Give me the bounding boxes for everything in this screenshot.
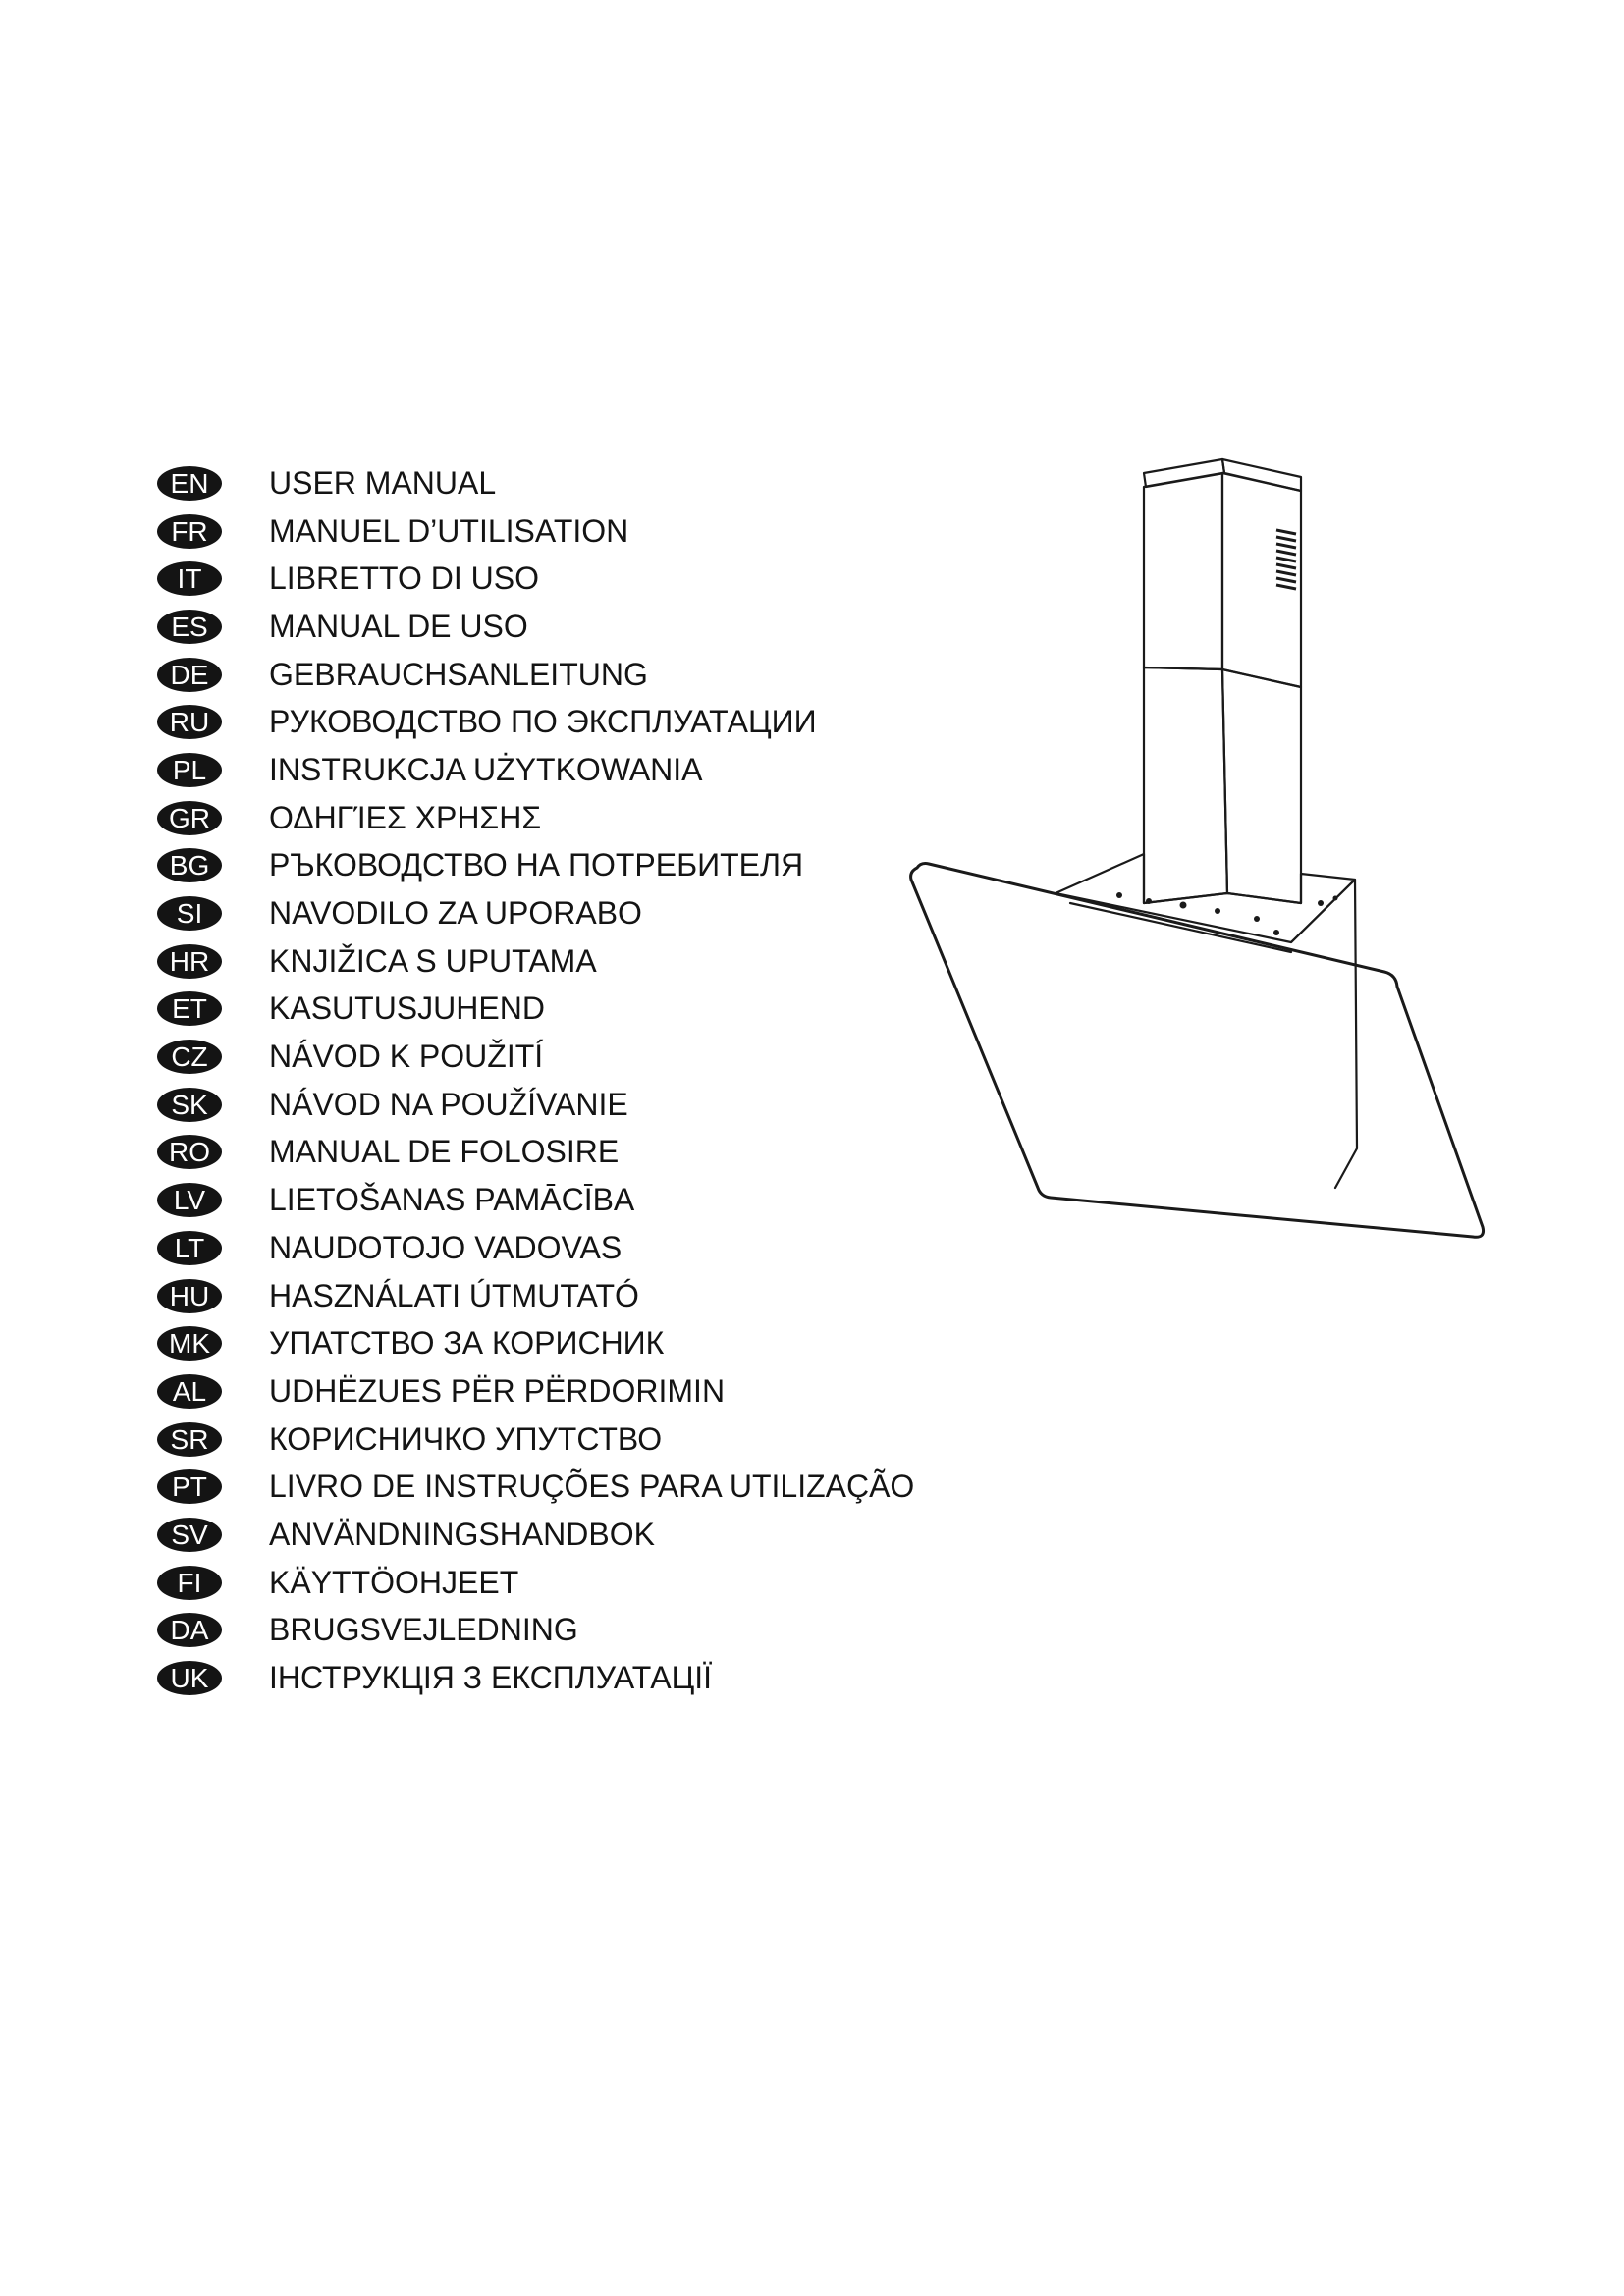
manual-title: РЪКОВОДСТВО НА ПОТРЕБИТЕЛЯ bbox=[269, 847, 804, 883]
language-code-badge: GR bbox=[157, 801, 222, 835]
manual-title: HASZNÁLATI ÚTMUTATÓ bbox=[269, 1277, 639, 1313]
language-row-sk bbox=[157, 1081, 914, 1129]
language-row-pt bbox=[157, 1463, 914, 1511]
language-row-uk bbox=[157, 1654, 914, 1702]
language-row-en bbox=[157, 459, 914, 507]
manual-title: РУКОВОДСТВО ПО ЭКСПЛУАТАЦИИ bbox=[269, 704, 817, 740]
language-row-bg bbox=[157, 842, 914, 890]
cooker-hood-illustration bbox=[903, 442, 1512, 1256]
language-row-it bbox=[157, 555, 914, 603]
language-code-badge: HR bbox=[157, 944, 222, 979]
language-code-badge: PL bbox=[157, 753, 222, 787]
hood-base-side bbox=[1291, 880, 1357, 1188]
language-code-badge: SR bbox=[157, 1422, 222, 1457]
language-code-badge: MK bbox=[157, 1326, 222, 1361]
language-row-gr bbox=[157, 794, 914, 842]
upper-chimney-front bbox=[1144, 473, 1222, 669]
manual-title: BRUGSVEJLEDNING bbox=[269, 1612, 578, 1648]
lower-chimney-front bbox=[1144, 667, 1227, 903]
chimney-top-flange-left bbox=[1144, 459, 1224, 487]
language-list bbox=[157, 459, 914, 1702]
manual-title: УПАТСТВО ЗА КОРИСНИК bbox=[269, 1325, 665, 1362]
language-code-badge: ET bbox=[157, 991, 222, 1026]
language-row-al bbox=[157, 1367, 914, 1415]
manual-title: UDHËZUES PËR PËRDORIMIN bbox=[269, 1372, 726, 1409]
language-code-badge: HU bbox=[157, 1279, 222, 1313]
manual-title: MANUAL DE FOLOSIRE bbox=[269, 1134, 620, 1170]
language-row-lv bbox=[157, 1176, 914, 1224]
manual-title: INSTRUKCJA UŻYTKOWANIA bbox=[269, 751, 703, 787]
language-code-badge: RU bbox=[157, 705, 222, 739]
language-code-badge: LT bbox=[157, 1231, 222, 1265]
language-row-sr bbox=[157, 1415, 914, 1464]
manual-title: LIETOŠANAS PAMĀCĪBA bbox=[269, 1182, 635, 1218]
language-code-badge: SV bbox=[157, 1518, 222, 1552]
language-code-badge: AL bbox=[157, 1374, 222, 1409]
language-row-pl bbox=[157, 746, 914, 794]
manual-title: MANUAL DE USO bbox=[269, 608, 528, 644]
cooker-hood-drawing bbox=[903, 442, 1512, 1256]
language-code-badge: UK bbox=[157, 1661, 222, 1695]
manual-title: NÁVOD NA POUŽÍVANIE bbox=[269, 1086, 628, 1122]
manual-title: NÁVOD K POUŽITÍ bbox=[269, 1039, 544, 1075]
manual-title: KÄYTTÖOHJEET bbox=[269, 1564, 519, 1600]
language-row-ro bbox=[157, 1129, 914, 1177]
glass-panel bbox=[911, 864, 1484, 1238]
language-code-badge: SK bbox=[157, 1088, 222, 1122]
manual-title: LIVRO DE INSTRUÇÕES PARA UTILIZAÇÃO bbox=[269, 1468, 915, 1505]
language-row-si bbox=[157, 889, 914, 937]
manual-title: USER MANUAL bbox=[269, 464, 497, 501]
manual-title: NAVODILO ZA UPORABO bbox=[269, 895, 642, 932]
lower-chimney-side bbox=[1222, 669, 1301, 903]
manual-title: КОРИСНИЧКО УПУТСТВО bbox=[269, 1420, 663, 1457]
language-code-badge: DA bbox=[157, 1613, 222, 1647]
language-row-cz bbox=[157, 1033, 914, 1081]
manual-title: ІНСТРУКЦІЯ З ЕКСПЛУАТАЦІЇ bbox=[269, 1660, 713, 1696]
language-row-de bbox=[157, 651, 914, 699]
language-code-badge: CZ bbox=[157, 1040, 222, 1074]
hood-base-edge bbox=[1070, 903, 1291, 952]
language-code-badge: EN bbox=[157, 466, 222, 501]
manual-title: ANVÄNDNINGSHANDBOK bbox=[269, 1516, 655, 1552]
language-code-badge: FR bbox=[157, 514, 222, 549]
language-row-hr bbox=[157, 937, 914, 986]
manual-title: NAUDOTOJO VADOVAS bbox=[269, 1229, 623, 1265]
language-row-da bbox=[157, 1607, 914, 1655]
language-row-sv bbox=[157, 1511, 914, 1559]
language-code-badge: FI bbox=[157, 1566, 222, 1600]
manual-title: KNJIŽICA S UPUTAMA bbox=[269, 942, 597, 979]
language-code-badge: SI bbox=[157, 896, 222, 931]
manual-title: LIBRETTO DI USO bbox=[269, 561, 540, 597]
language-row-mk bbox=[157, 1319, 914, 1367]
language-code-badge: ES bbox=[157, 610, 222, 644]
language-code-badge: DE bbox=[157, 658, 222, 692]
language-code-badge: BG bbox=[157, 848, 222, 882]
language-code-badge: RO bbox=[157, 1135, 222, 1169]
language-code-badge: LV bbox=[157, 1183, 222, 1217]
manual-title: GEBRAUCHSANLEITUNG bbox=[269, 656, 648, 692]
manual-title: KASUTUSJUHEND bbox=[269, 990, 545, 1027]
language-row-ru bbox=[157, 698, 914, 746]
language-row-hu bbox=[157, 1272, 914, 1320]
language-row-es bbox=[157, 603, 914, 651]
language-code-badge: PT bbox=[157, 1469, 222, 1504]
vent-grille bbox=[1276, 530, 1296, 589]
language-row-lt bbox=[157, 1224, 914, 1272]
language-code-badge: IT bbox=[157, 561, 222, 596]
language-row-et bbox=[157, 986, 914, 1034]
language-row-fr bbox=[157, 507, 914, 556]
manual-title: MANUEL D’UTILISATION bbox=[269, 512, 629, 549]
language-row-fi bbox=[157, 1559, 914, 1607]
manual-title: ΟΔΗΓΊΕΣ ΧΡΗΣΗΣ bbox=[269, 799, 542, 835]
